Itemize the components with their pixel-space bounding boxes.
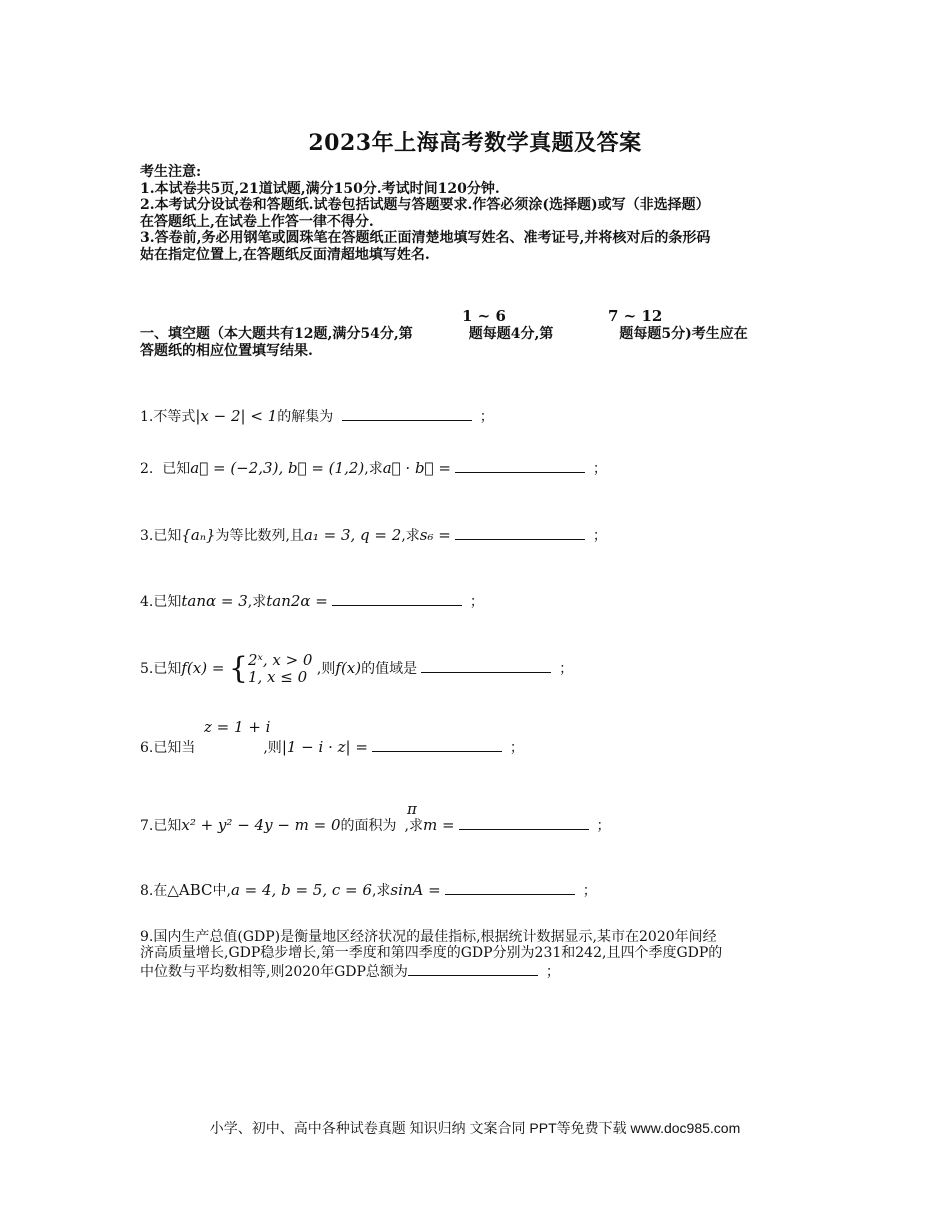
math-expression: tan2α = bbox=[266, 592, 328, 610]
question-end: ； bbox=[582, 883, 597, 899]
math-expression: |x − 2| < 1 bbox=[195, 407, 278, 425]
question-text: 已知 bbox=[153, 528, 182, 544]
question-5 bbox=[140, 652, 573, 686]
question-text: ,求 bbox=[371, 883, 391, 899]
question-end: ； bbox=[592, 528, 607, 544]
piecewise-function: {2ˣ, x > 0 1, x ≤ 0 bbox=[228, 651, 313, 686]
math-expression: m = bbox=[422, 816, 455, 834]
question-text: 中位数与平均数相等,则2020年GDP总额为 bbox=[140, 964, 408, 980]
question-text: 9.国内生产总值(GDP)是衡量地区经济状况的最佳指标,根据统计数据显示,某市在2020年间经 bbox=[140, 929, 717, 945]
question-end: ； bbox=[596, 818, 611, 834]
notes-line: 3.答卷前,务必用钢笔或圆珠笔在答题纸正面清楚地填写姓名、准考证号,并将核对后的条形码 bbox=[140, 230, 711, 246]
footer-banner: 小学、初中、高中各种试卷真题 知识归纳 文案合同 PPT等免费下载 www.doc985.com bbox=[209, 1120, 741, 1136]
question-text: 的值域是 bbox=[361, 661, 418, 677]
math-expression: π bbox=[407, 800, 417, 818]
question-text: 不等式 bbox=[153, 409, 196, 425]
math-expression: x² + y² − 4y − m = 0 bbox=[181, 816, 341, 834]
question-number: 4. bbox=[140, 594, 154, 610]
math-expression: z = 1 + i bbox=[204, 718, 271, 736]
question-end: ； bbox=[469, 594, 484, 610]
answer-blank[interactable] bbox=[408, 961, 538, 976]
math-expression: f(x) bbox=[335, 659, 362, 677]
question-number: 2. bbox=[140, 461, 154, 477]
math-expression: a₁ = 3, q = 2 bbox=[303, 526, 402, 544]
question-end: ； bbox=[509, 740, 524, 756]
question-4 bbox=[140, 591, 484, 611]
question-number: 5. bbox=[140, 661, 154, 677]
notes-line: 姑在指定位置上,在答题纸反面清超地填写姓名. bbox=[140, 246, 430, 263]
question-text: 已知 bbox=[153, 661, 182, 677]
question-9 bbox=[140, 930, 820, 981]
question-6 bbox=[140, 737, 524, 757]
section-range-2: 7 ~ 12 bbox=[608, 307, 663, 325]
question-text: ,求 bbox=[404, 818, 423, 834]
question-number: 8. bbox=[140, 883, 154, 899]
question-end: ； bbox=[592, 461, 607, 477]
question-text: 已知 bbox=[153, 594, 182, 610]
answer-blank[interactable] bbox=[455, 525, 585, 540]
math-expression: |1 − i · z| = bbox=[281, 738, 368, 756]
question-number: 7. bbox=[140, 818, 154, 834]
page-title: 2023年上海高考数学真题及答案 bbox=[308, 130, 642, 156]
question-text: 的解集为 bbox=[277, 409, 334, 425]
notes-line: 在答题纸上,在试卷上作答一律不得分. bbox=[140, 213, 374, 230]
answer-blank[interactable] bbox=[332, 591, 462, 606]
math-expression: a⃗ = (−2,3), b⃗ = (1,2) bbox=[190, 459, 365, 477]
math-expression: sinA = bbox=[390, 881, 441, 899]
exam-notes bbox=[140, 164, 820, 263]
question-number: 3. bbox=[140, 528, 154, 544]
question-text: ,求 bbox=[401, 528, 420, 544]
question-text: ,则 bbox=[312, 661, 336, 677]
question-end: ； bbox=[545, 964, 560, 980]
question-1 bbox=[140, 406, 494, 426]
question-number: 1. bbox=[140, 409, 154, 425]
question-3 bbox=[140, 525, 607, 545]
math-expression: tanα = 3 bbox=[181, 592, 248, 610]
math-expression: a⃗ · b⃗ = bbox=[382, 459, 451, 477]
question-text: 济高质量增长,GDP稳步增长,第一季度和第四季度的GDP分别为231和242,且四个季度GDP的 bbox=[140, 944, 723, 961]
section-text-line2: 答题纸的相应位置填写结果. bbox=[140, 343, 313, 359]
case-line: 2ˣ, x > 0 bbox=[247, 651, 313, 669]
section-header bbox=[140, 326, 820, 360]
question-text: 已知 bbox=[162, 461, 191, 477]
question-2 bbox=[140, 458, 607, 478]
case-line: 1, x ≤ 0 bbox=[247, 668, 308, 686]
answer-blank[interactable] bbox=[459, 815, 589, 830]
question-text: ,求 bbox=[247, 594, 267, 610]
question-number: 6. bbox=[140, 740, 154, 756]
answer-blank[interactable] bbox=[445, 880, 575, 895]
notes-line: 2.本考试分设试卷和答题纸.试卷包括试题与答题要求.作答必须涂(选择题)或写（非选择题） bbox=[140, 197, 710, 213]
answer-blank[interactable] bbox=[421, 658, 551, 673]
question-end: ； bbox=[479, 409, 494, 425]
question-text: 已知当 bbox=[153, 740, 196, 756]
answer-blank[interactable] bbox=[342, 406, 472, 421]
question-end: ； bbox=[559, 661, 574, 677]
question-7 bbox=[140, 815, 611, 835]
math-expression: a = 4, b = 5, c = 6 bbox=[230, 881, 372, 899]
question-text: 已知 bbox=[153, 818, 182, 834]
section-text-b: 题每题4分,第 bbox=[468, 326, 554, 342]
math-expression: △ABC bbox=[167, 881, 213, 899]
question-text: ,则 bbox=[263, 740, 282, 756]
math-expression: s₆ = bbox=[419, 526, 451, 544]
notes-line: 1.本试卷共5页,21道试题,满分150分.考试时间120分钟. bbox=[140, 180, 500, 197]
question-8 bbox=[140, 880, 597, 900]
question-text: ,求 bbox=[364, 461, 383, 477]
section-text-c: 题每题5分)考生应在 bbox=[619, 326, 748, 342]
math-expression: {aₙ} bbox=[181, 526, 216, 544]
question-text: 的面积为 bbox=[340, 818, 397, 834]
answer-blank[interactable] bbox=[372, 737, 502, 752]
question-text: 为等比数列,且 bbox=[215, 528, 304, 544]
question-text: 在 bbox=[153, 883, 168, 899]
section-text-a: 一、填空题（本大题共有12题,满分54分,第 bbox=[140, 326, 413, 342]
section-range-1: 1 ~ 6 bbox=[462, 307, 506, 325]
question-text: 中, bbox=[212, 883, 231, 899]
math-expression: f(x) = bbox=[181, 659, 225, 677]
answer-blank[interactable] bbox=[455, 458, 585, 473]
notes-heading: 考生注意: bbox=[140, 164, 202, 180]
